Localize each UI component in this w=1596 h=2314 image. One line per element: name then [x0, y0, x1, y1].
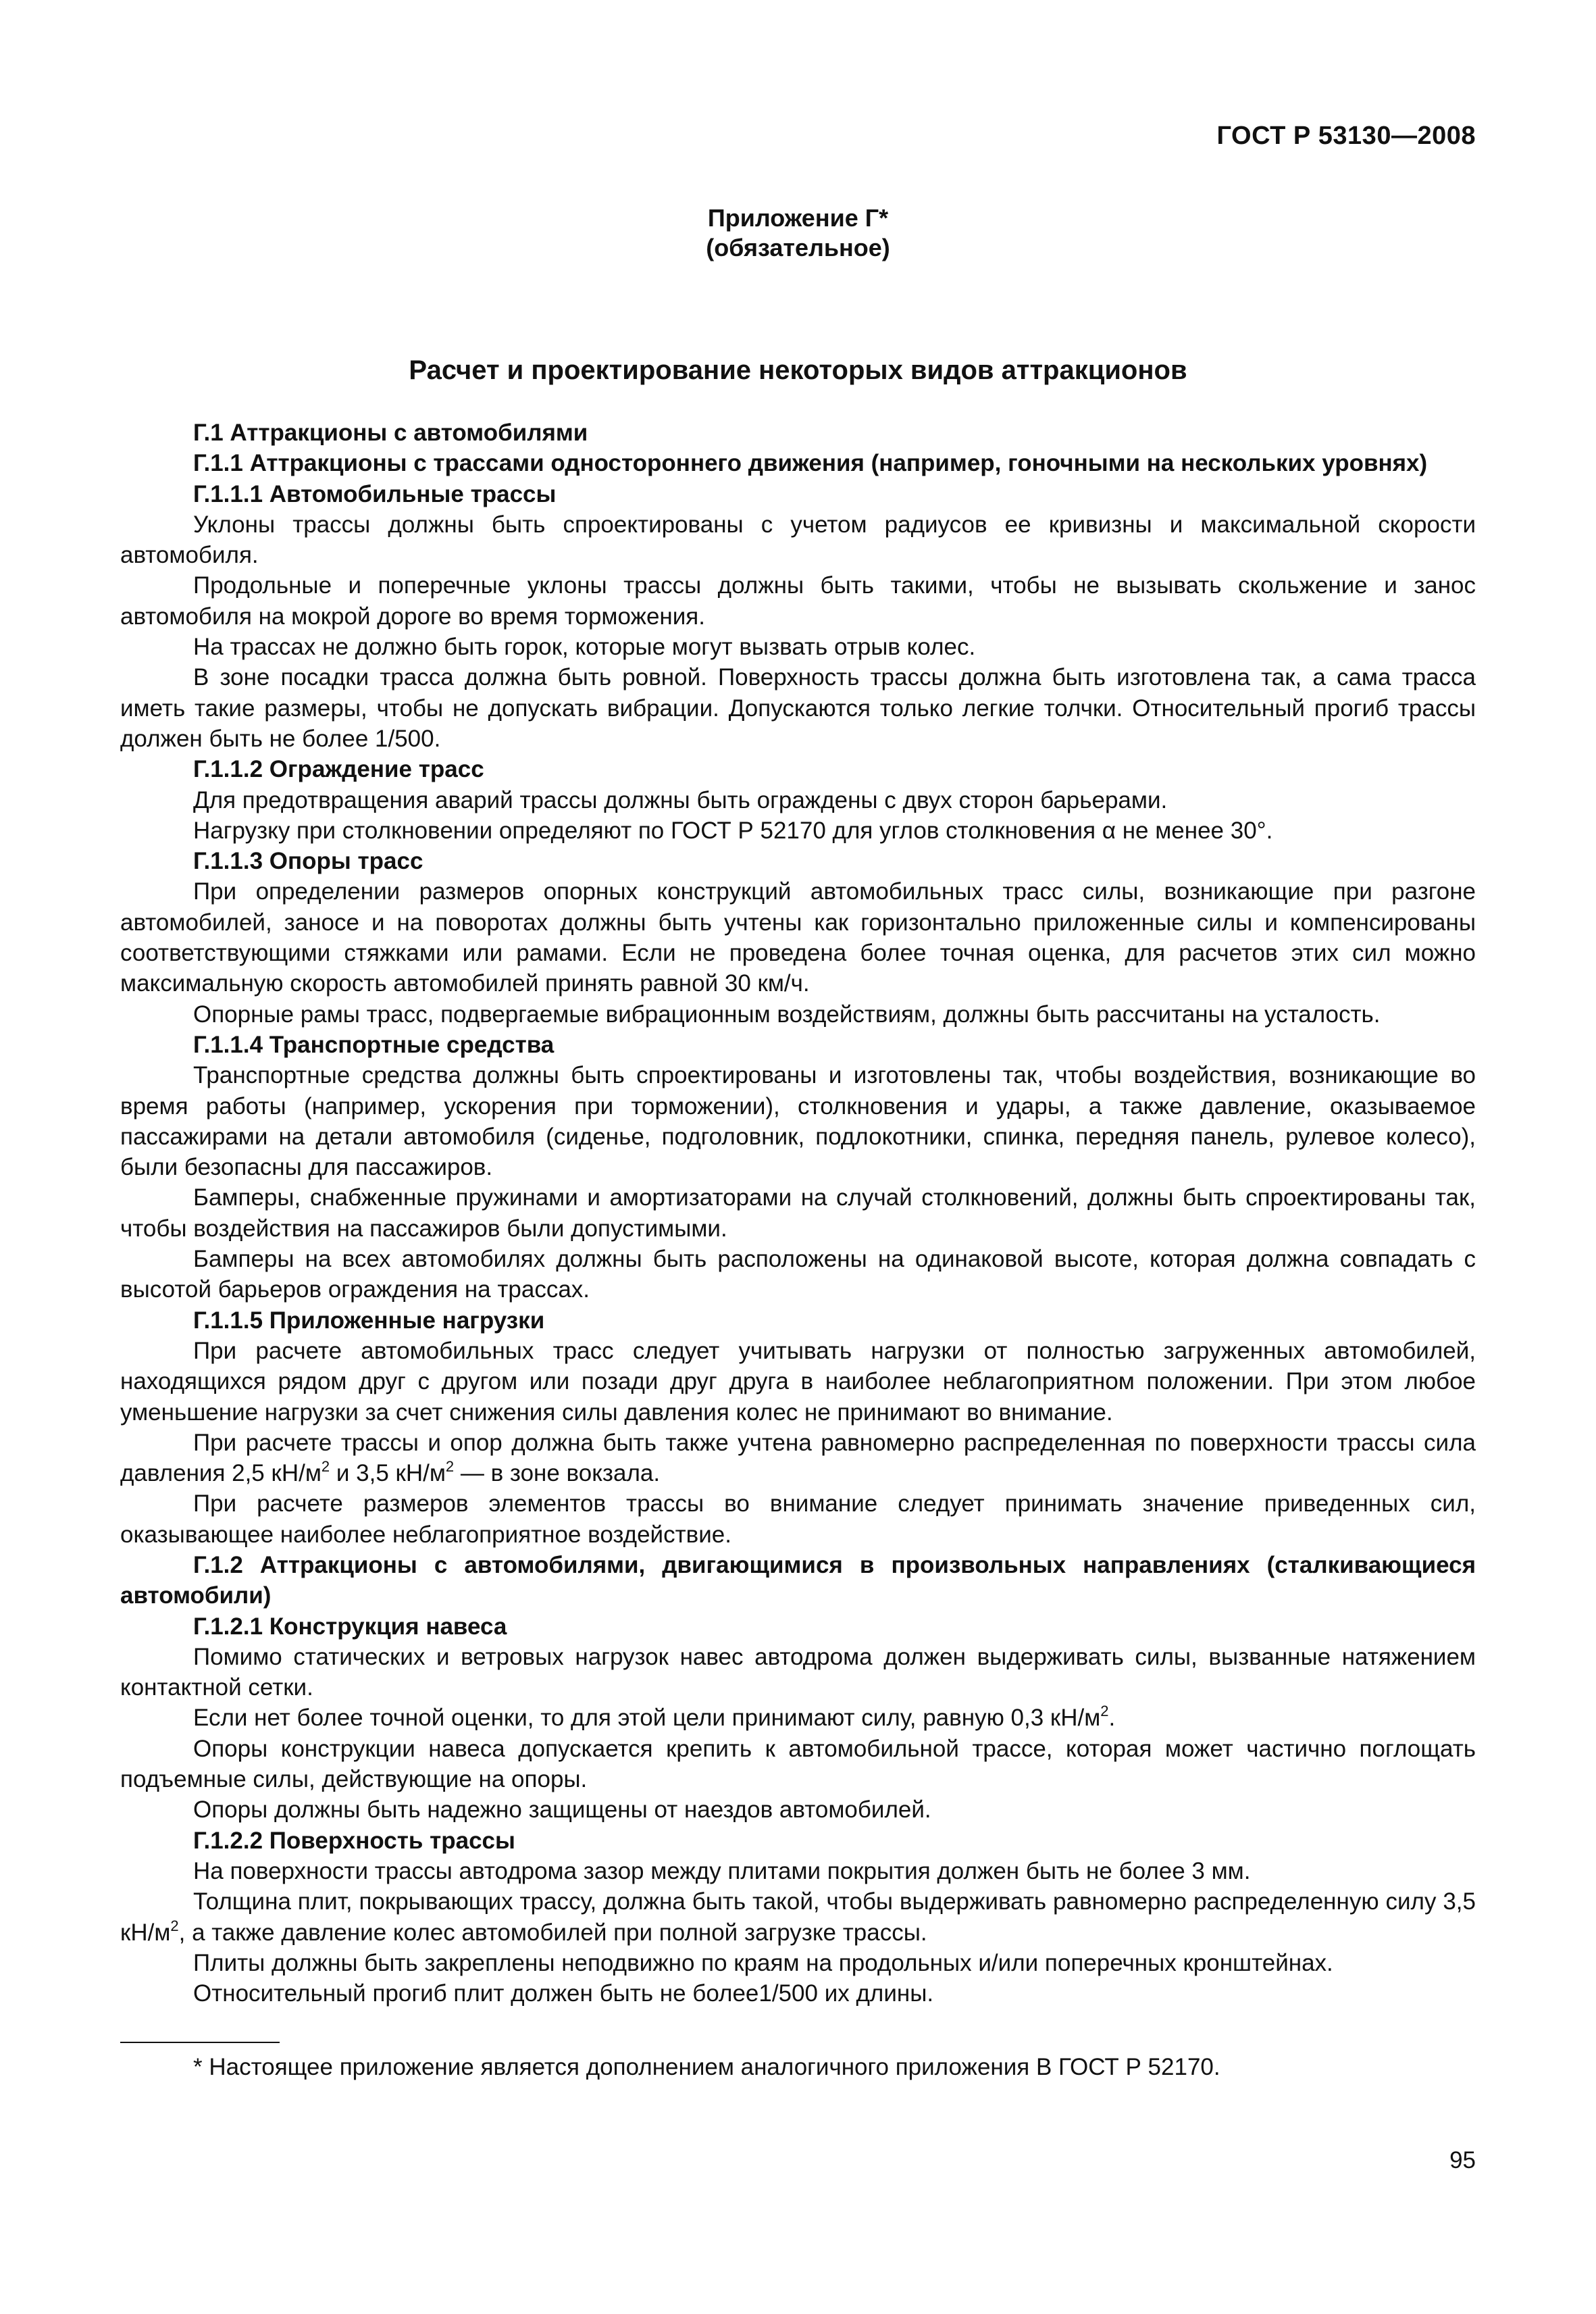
document-title: Расчет и проектирование некоторых видов аттракционов [409, 355, 1187, 385]
page-number: 95 [1449, 2147, 1476, 2173]
section-heading: Г.1.1 Аттракционы с трассами одностороннего движения (например, гоночными на нескольких уровнях) [193, 450, 1428, 477]
section-heading: Г.1.2.1 Конструкция навеса [193, 1613, 507, 1640]
paragraph: Для предотвращения аварий трассы должны быть ограждены с двух сторон барьерами. [193, 786, 1168, 813]
section-heading: Г.1.1.4 Транспортные средства [193, 1031, 555, 1058]
paragraph: Опоры должны быть надежно защищены от наездов автомобилей. [193, 1796, 931, 1823]
paragraph: Транспортные средства должны быть спроектированы и изготовлены так, чтобы воздействия, возникающие во время работы (например, ускорения при торможении), столкновения и удары, а также давление, оказываемое пассажирами на детали автомобиля (сиденье, подголовник, подлокотники, спинка, передняя панель, рулевое колесо), были безопасны для пассажиров. [120, 1062, 1476, 1181]
paragraph: Плиты должны быть закреплены неподвижно по краям на продольных и/или поперечных кронштейнах. [193, 1949, 1333, 1976]
section-heading: Г.1.2.2 Поверхность трассы [193, 1827, 515, 1854]
paragraph: Опоры конструкции навеса допускается крепить к автомобильной трассе, которая может частично поглощать подъемные силы, действующие на опоры. [120, 1735, 1476, 1793]
section-heading: Г.1.1.3 Опоры трасс [193, 848, 423, 875]
footnote-divider [120, 2042, 280, 2043]
standard-code: ГОСТ Р 53130—2008 [1216, 122, 1476, 150]
paragraph: При расчете автомобильных трасс следует учитывать нагрузки от полностью загруженных автомобилей, находящихся рядом друг с другом или позади друг друга в наиболее неблагоприятном положении. При этом любое уменьшение нагрузки за счет снижения силы давления колес не принимают во внимание. [120, 1337, 1476, 1426]
paragraph: Опорные рамы трасс, подвергаемые вибрационным воздействиям, должны быть рассчитаны на усталость. [193, 1001, 1381, 1028]
appendix-status: (обязательное) [706, 234, 890, 261]
paragraph: Продольные и поперечные уклоны трассы должны быть такими, чтобы не вызывать скольжение и занос автомобиля на мокрой дороге во время торможения. [120, 572, 1476, 630]
paragraph: Относительный прогиб плит должен быть не более1/500 их длины. [193, 1980, 934, 2007]
paragraph: Нагрузку при столкновении определяют по ГОСТ Р 52170 для углов столкновения α не менее 30°. [193, 817, 1273, 844]
appendix-title: Приложение Г* [707, 204, 889, 232]
document-body [120, 418, 1476, 2009]
paragraph: При расчете трассы и опор должна быть также учтена равномерно распределенная по поверхности трассы сила давления 2,5 $кН/м^2$ и 3,5 $кН/м^2$ — в зоне вокзала. [120, 1429, 1476, 1487]
paragraph: Помимо статических и ветровых нагрузок навес автодрома должен выдерживать силы, вызванные натяжением контактной сетки. [120, 1643, 1476, 1701]
section-heading: Г.1.1.5 Приложенные нагрузки [193, 1307, 545, 1334]
paragraph: Если нет более точной оценки, то для этой цели принимают силу, равную 0,3 $кН/м^2$. [193, 1703, 1116, 1732]
paragraph: При расчете размеров элементов трассы во внимание следует принимать значение приведенных сил, оказывающее наиболее неблагоприятное воздействие. [120, 1490, 1476, 1548]
paragraph: На трассах не должно быть горок, которые могут вызвать отрыв колес. [193, 634, 976, 661]
paragraph: Толщина плит, покрывающих трассу, должна быть такой, чтобы выдерживать равномерно распределенную силу 3,5 $кН/м^2$, а также давление колес автомобилей при полной загрузке трассы. [120, 1888, 1476, 1946]
section-heading: Г.1 Аттракционы с автомобилями [193, 420, 588, 446]
section-heading: Г.1.1.1 Автомобильные трассы [193, 480, 557, 507]
paragraph: В зоне посадки трасса должна быть ровной. Поверхность трассы должна быть изготовлена так, а сама трасса иметь такие размеры, чтобы не допускать вибрации. Допускаются только легкие толчки. Относительный прогиб трассы должен быть не более 1/500. [120, 664, 1476, 752]
paragraph: Бамперы, снабженные пружинами и амортизаторами на случай столкновений, должны быть спроектированы так, чтобы воздействия на пассажиров были допустимыми. [120, 1184, 1476, 1242]
paragraph: При определении размеров опорных конструкций автомобильных трасс силы, возникающие при разгоне автомобилей, заносе и на поворотах должны быть учтены как горизонтально приложенные силы и компенсированы соответствующими стяжками или рамами. Если не проведена более точная оценка, для расчетов этих сил можно максимальную скорость автомобилей принять равной 30 км/ч. [120, 878, 1476, 997]
paragraph: Уклоны трассы должны быть спроектированы с учетом радиусов ее кривизны и максимальной скорости автомобиля. [120, 511, 1476, 569]
section-heading: Г.1.2 Аттракционы с автомобилями, двигающимися в произвольных направлениях (сталкивающиеся автомобили) [120, 1551, 1476, 1609]
paragraph: На поверхности трассы автодрома зазор между плитами покрытия должен быть не более 3 мм. [193, 1857, 1251, 1884]
section-heading: Г.1.1.2 Ограждение трасс [193, 756, 484, 783]
footnote: * Настоящее приложение является дополнением аналогичного приложения В ГОСТ Р 52170. [193, 2054, 1220, 2080]
paragraph: Бамперы на всех автомобилях должны быть расположены на одинаковой высоте, которая должна совпадать с высотой барьеров ограждения на трассах. [120, 1246, 1476, 1303]
